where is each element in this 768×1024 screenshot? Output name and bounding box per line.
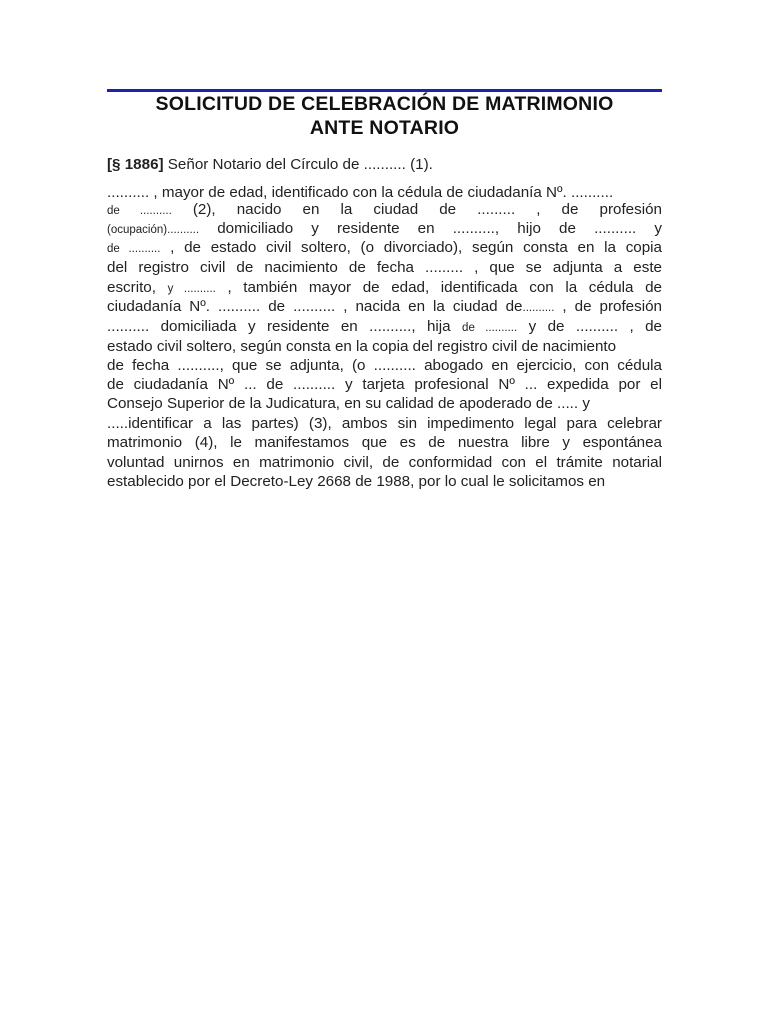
- body-text-segment: .......... domiciliada y residente en .........., hija: [107, 318, 463, 335]
- title-line-1: SOLICITUD DE CELEBRACIÓN DE MATRIMONIO: [155, 93, 614, 115]
- body-line: [107, 375, 662, 395]
- body-text-segment: (2), nacido en la ciudad de ......... , de profesión: [171, 201, 662, 218]
- body-text-segment: de fecha .........., que se adjunta, (o .......... abogado en ejercicio, con cédula: [107, 357, 662, 374]
- blank-field-small: de ..........: [462, 322, 518, 334]
- body-text-segment: matrimonio (4), le manifestamos que es de nuestra libre y espontánea: [107, 434, 662, 451]
- body-text-segment: del registro civil de nacimiento de fecha ......... , que se adjunta a este: [107, 259, 662, 276]
- body-line: [107, 200, 662, 220]
- blank-field-small: y ..........: [167, 283, 216, 295]
- body-line: [107, 414, 662, 434]
- body-text-segment: y de .......... , de: [517, 318, 662, 335]
- body-line: [107, 238, 662, 258]
- body-line: [107, 356, 662, 376]
- blank-field-small: (ocupación)..........: [107, 224, 200, 236]
- body-line: [107, 155, 662, 175]
- body-text-segment: Señor Notario del Círculo de .......... (1).: [163, 156, 433, 173]
- body-text-segment: estado civil soltero, según consta en la copia del registro civil de nacimiento: [107, 338, 617, 355]
- body-text-segment: Consejo Superior de la Judicatura, en su calidad de apoderado de ..... y: [107, 395, 590, 412]
- body-line: [107, 394, 662, 414]
- body-text-segment: , de profesión: [554, 298, 662, 315]
- body-line: [107, 297, 662, 317]
- body-line: [107, 278, 662, 298]
- body-text-segment: domiciliado y residente en .........., hijo de .......... y: [199, 220, 662, 237]
- body-text-segment: , también mayor de edad, identificada con la cédula de: [215, 279, 662, 296]
- body-text-segment: , de estado civil soltero, (o divorciado), según consta en la copia: [160, 239, 662, 256]
- body-text-segment: .......... , mayor de edad, identificado con la cédula de ciudadanía Nº. ..........: [107, 184, 614, 201]
- body-line: [107, 453, 662, 473]
- blank-field-small: de ..........: [107, 243, 161, 255]
- blank-field-small: de ..........: [107, 205, 172, 217]
- body-text-segment: de ciudadanía Nº ... de .......... y tarjeta profesional Nº ... expedida por el: [107, 376, 662, 393]
- body-text-segment: ciudadanía Nº. .......... de .......... , nacida en la ciudad de: [107, 298, 523, 315]
- body-line: [107, 317, 662, 337]
- body-line: [107, 337, 662, 357]
- body-text-segment: .....identificar a las partes) (3), ambos sin impedimento legal para celebrar: [107, 415, 662, 432]
- body-text-segment: voluntad unirnos en matrimonio civil, de conformidad con el trámite notarial: [107, 454, 662, 471]
- body-line: [107, 258, 662, 278]
- section-reference: [§ 1886]: [107, 156, 164, 173]
- title-line-2: ANTE NOTARIO: [309, 117, 460, 139]
- body-text-segment: escrito,: [107, 279, 168, 296]
- body-line: [107, 219, 662, 239]
- body-line: [107, 433, 662, 453]
- blank-field-small: ..........: [522, 302, 555, 314]
- body-text-segment: establecido por el Decreto-Ley 2668 de 1988, por lo cual le solicitamos en: [107, 473, 606, 490]
- body-line: [107, 472, 662, 492]
- document-title: [107, 92, 662, 140]
